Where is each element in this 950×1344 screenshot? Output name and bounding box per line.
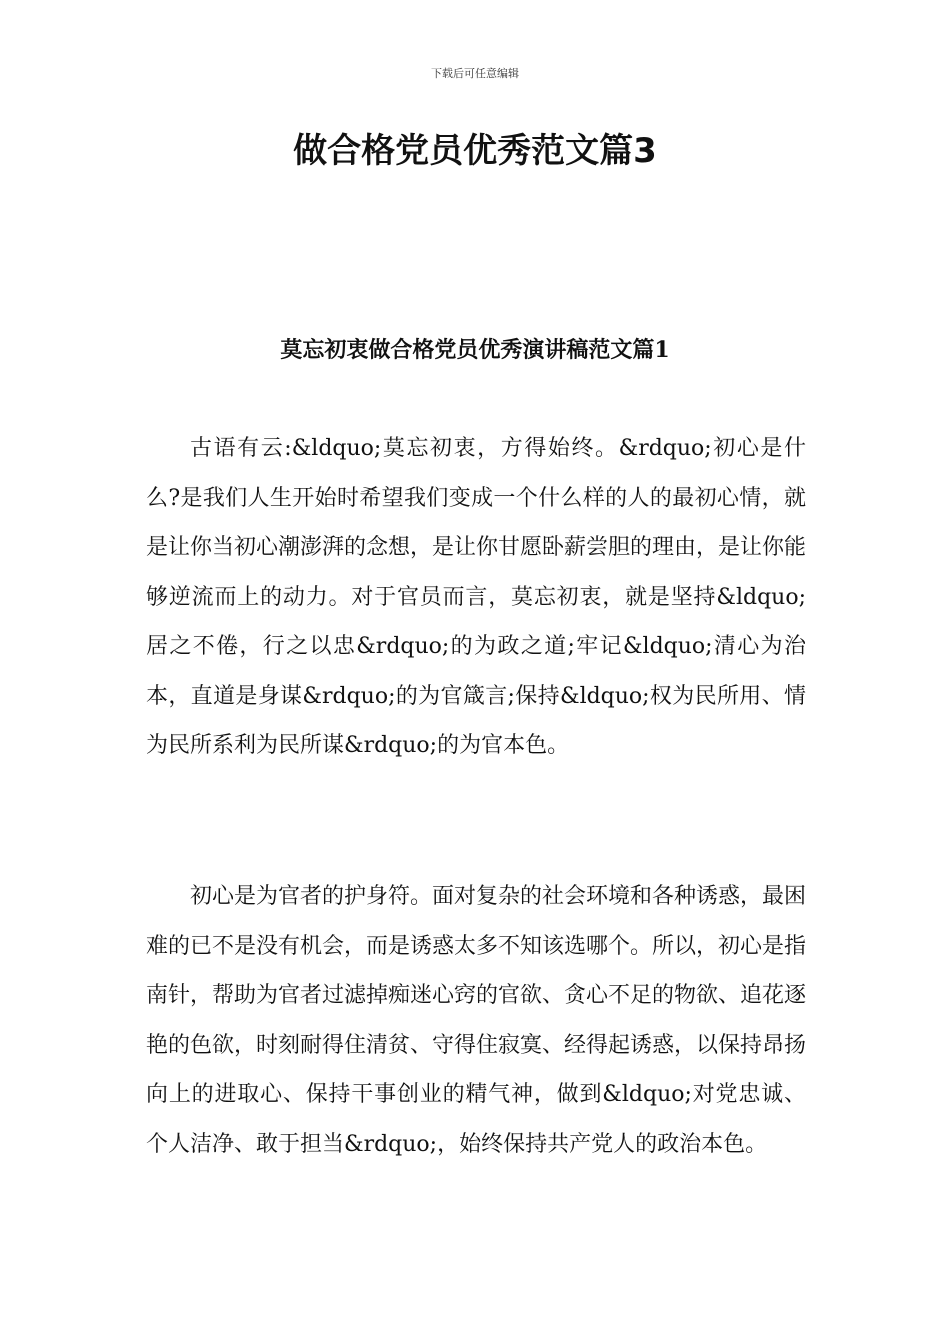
document-title: 做合格党员优秀范文篇3 <box>293 131 657 171</box>
body-paragraph: 古语有云:&ldquo;莫忘初衷，方得始终。&rdquo;初心是什么?是我们人生开始时希望我们变成一个什么样的人的最初心情，就是让你当初心潮澎湃的念想，是让你甘愿卧薪尝胆的理由，是让你能够逆流而上的动力。对于官员而言，莫忘初衷，就是坚持&ldquo;居之不倦，行之以忠&rdquo;的为政之道;牢记&ldquo;清心为治本，直道是身谋&rdquo;的为官箴言;保持&ldquo;权为民所用、情为民所系利为民所谋&rdquo;的为官本色。 <box>146 436 807 758</box>
body-paragraph: 初心是为官者的护身符。面对复杂的社会环境和各种诱惑，最困难的已不是没有机会，而是诱惑太多不知该选哪个。所以，初心是指南针，帮助为官者过滤掉痴迷心窍的官欲、贪心不足的物欲、追花逐艳的色欲，时刻耐得住清贫、守得住寂寞、经得起诱惑，以保持昂扬向上的进取心、保持干事创业的精气神，做到&ldquo;对党忠诚、个人洁净、敢于担当&rdquo;，始终保持共产党人的政治本色。 <box>146 884 807 1157</box>
header-note: 下载后可任意编辑 <box>431 67 519 80</box>
section-heading: 莫忘初衷做合格党员优秀演讲稿范文篇1 <box>280 337 670 363</box>
